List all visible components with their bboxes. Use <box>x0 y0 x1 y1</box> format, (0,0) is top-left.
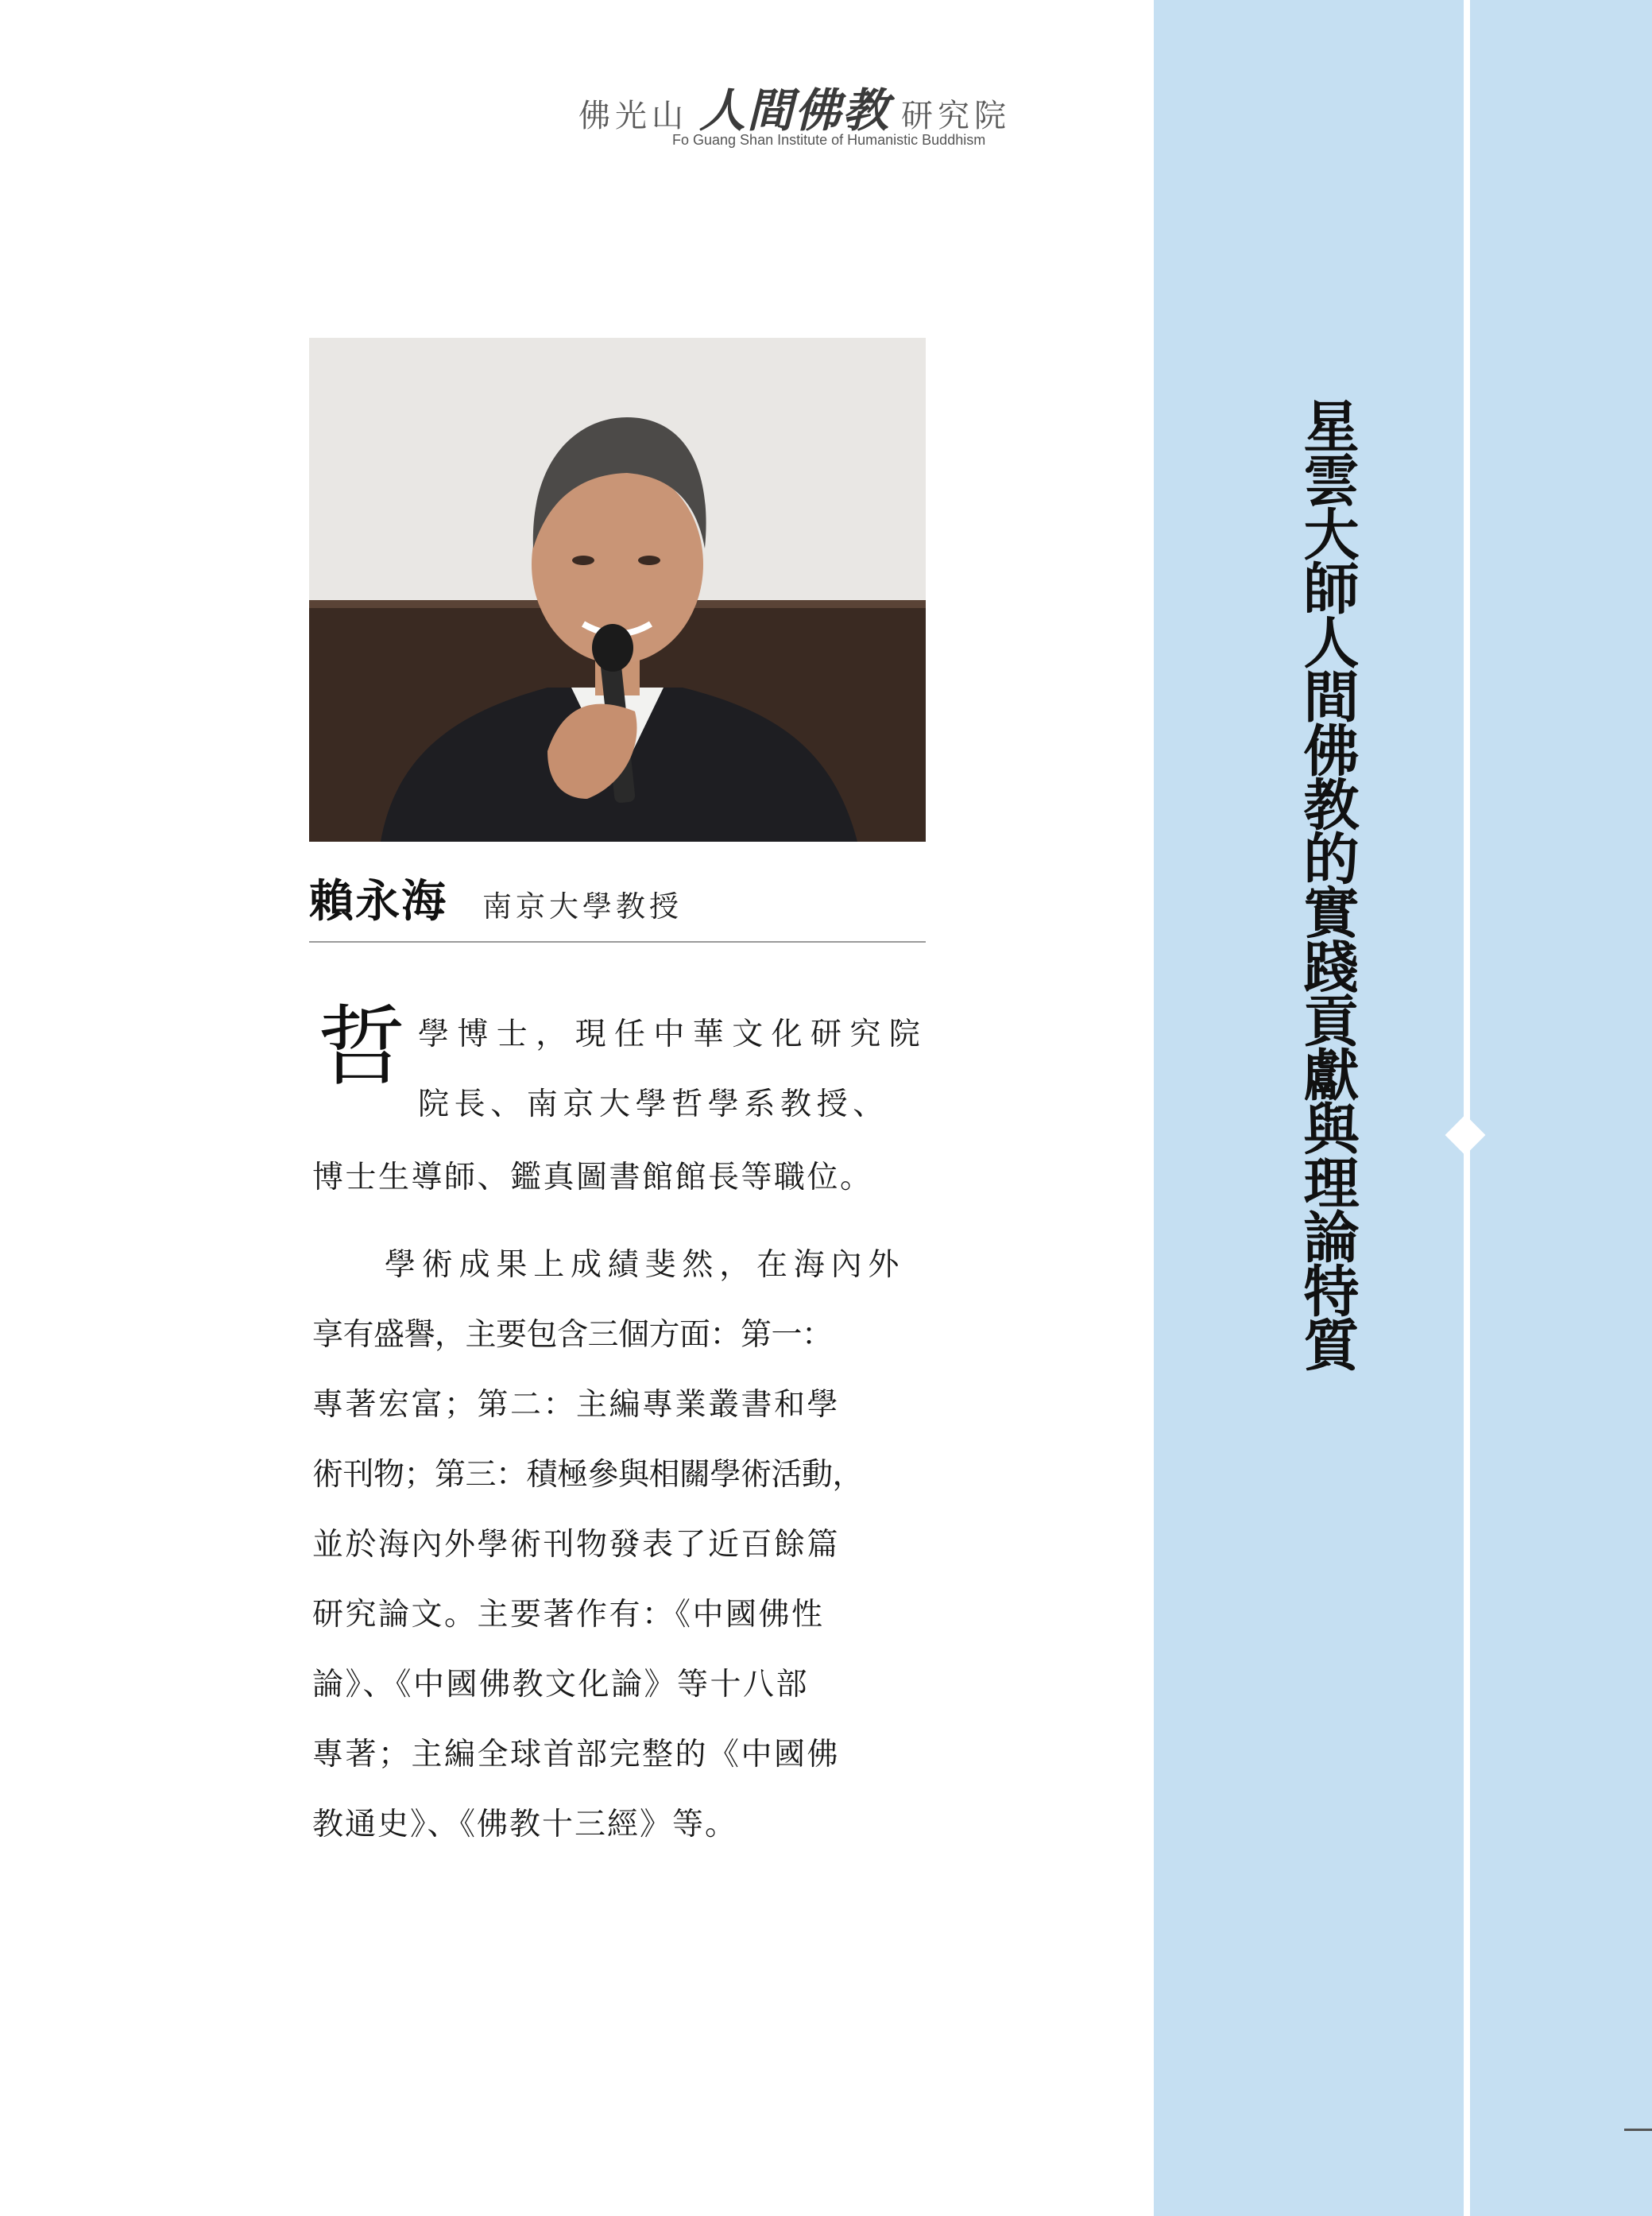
institute-logo <box>578 73 1055 161</box>
logo-suffix: 研究院 <box>901 98 1012 134</box>
logo-prefix: 佛光山 <box>578 98 688 134</box>
body-line: 專著；主編全球首部完整的《中國佛 <box>312 1737 841 1772</box>
body-line: 論》、《中國佛教文化論》等十八部 <box>312 1667 810 1703</box>
drop-cap: 哲 <box>318 996 405 1098</box>
body-line: 並於海內外學術刊物發表了近百餘篇 <box>312 1527 841 1563</box>
body-line: 享有盛譽，主要包含三個方面：第一： <box>312 1317 833 1353</box>
body-line: 教通史》、《佛教十三經》等。 <box>312 1807 738 1842</box>
profile-position: 南京大學教授 <box>482 889 683 924</box>
portrait-photo <box>309 338 926 842</box>
vertical-book-title: 星雲大師人間佛教的實踐貢獻與理論特質 <box>1294 397 1360 1370</box>
logo-english-name: Fo Guang Shan Institute of Humanistic Buddhism <box>672 132 986 148</box>
body-line: 研究論文。主要著作有：《中國佛性 <box>312 1597 825 1633</box>
sidebar-band <box>1154 0 1652 2216</box>
body-line: 院長、南京大學哲學系教授、 <box>418 1087 889 1122</box>
body-line: 學術成果上成績斐然，在海內外 <box>385 1247 906 1283</box>
body-line: 學博士，現任中華文化研究院 <box>418 1017 929 1052</box>
page-edge-tick <box>1624 2129 1652 2131</box>
sidebar-divider-line <box>1464 0 1470 2216</box>
body-line: 術刊物；第三：積極參與相關學術活動， <box>312 1457 864 1493</box>
body-line: 博士生導師、鑑真圖書館館長等職位。 <box>312 1160 873 1195</box>
logo-brand: 人間佛教 <box>699 83 891 138</box>
profile-name: 賴永海 <box>309 875 447 928</box>
profile-header <box>309 866 926 938</box>
body-line: 專著宏富；第二：主編專業叢書和學 <box>312 1387 841 1423</box>
header-rule <box>309 941 926 943</box>
